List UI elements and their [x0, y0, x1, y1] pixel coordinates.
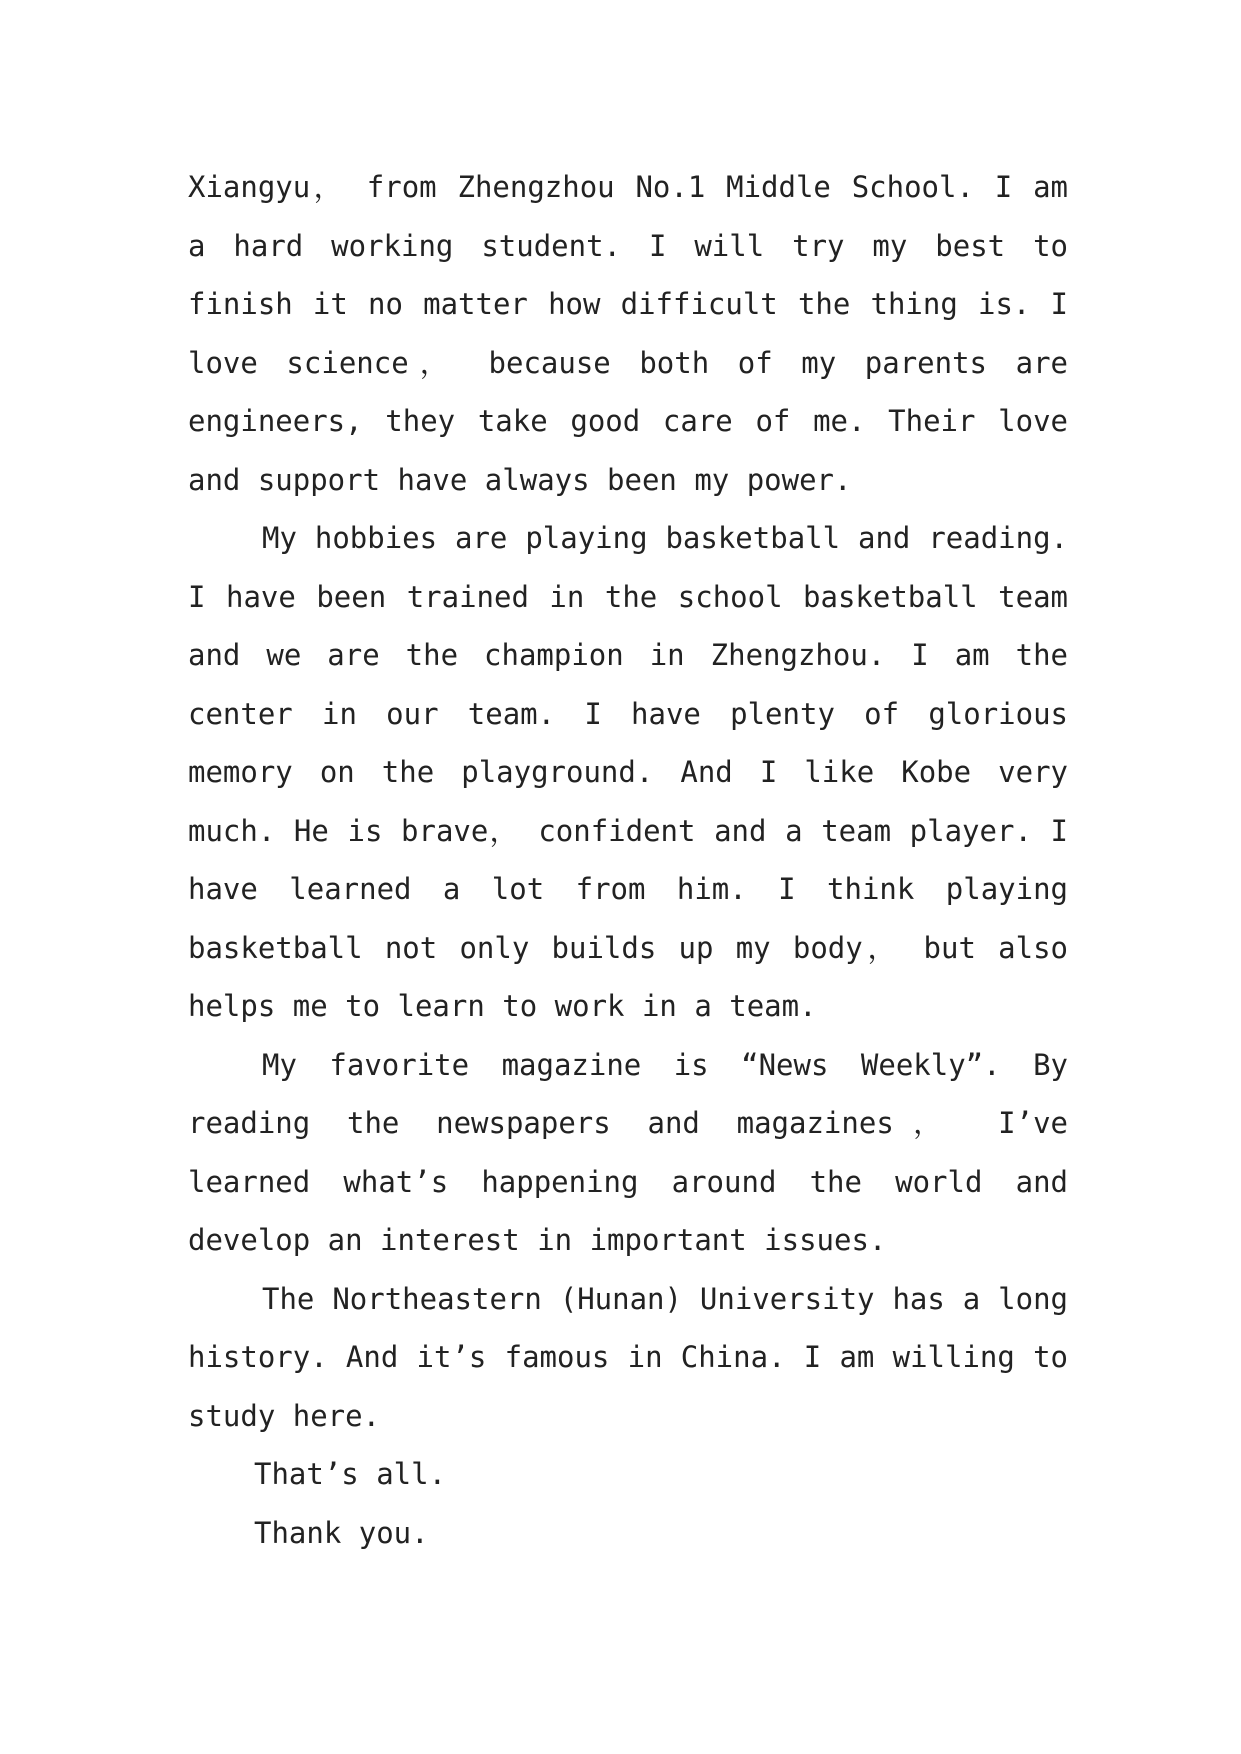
paragraph-closing: That’s all. [254, 1457, 447, 1491]
paragraph-university: The Northeastern (Hunan) University has a long history. And it’s famous in China. I am willing to study here. [188, 1281, 1068, 1433]
paragraph-magazine: My favorite magazine is “News Weekly”. By reading the newspapers and magazines， I’ve learned what’s happening around the world and develop an interest in important issues. [188, 1047, 1068, 1257]
document-body [188, 158, 1068, 1562]
paragraph-introduction: Xiangyu， from Zhengzhou No.1 Middle School. I am a hard working student. I will try my best to finish it no matter how difficult the thing is. I love science， because both of my parents are engineers, they take good care of me. Their love and support have always been my power. [188, 170, 1068, 497]
paragraph-thanks: Thank you. [254, 1515, 429, 1550]
paragraph-hobbies: My hobbies are playing basketball and reading. I have been trained in the school basketball team and we are the champion in Zhengzhou. I am the center in our team. I have plenty of glorious memory on the playground. And I like Kobe very much. He is brave， confident and a team player. I have learned a lot from him. I think playing basketball not only builds up my body， but also helps me to learn to work in a team. [188, 521, 1068, 1023]
